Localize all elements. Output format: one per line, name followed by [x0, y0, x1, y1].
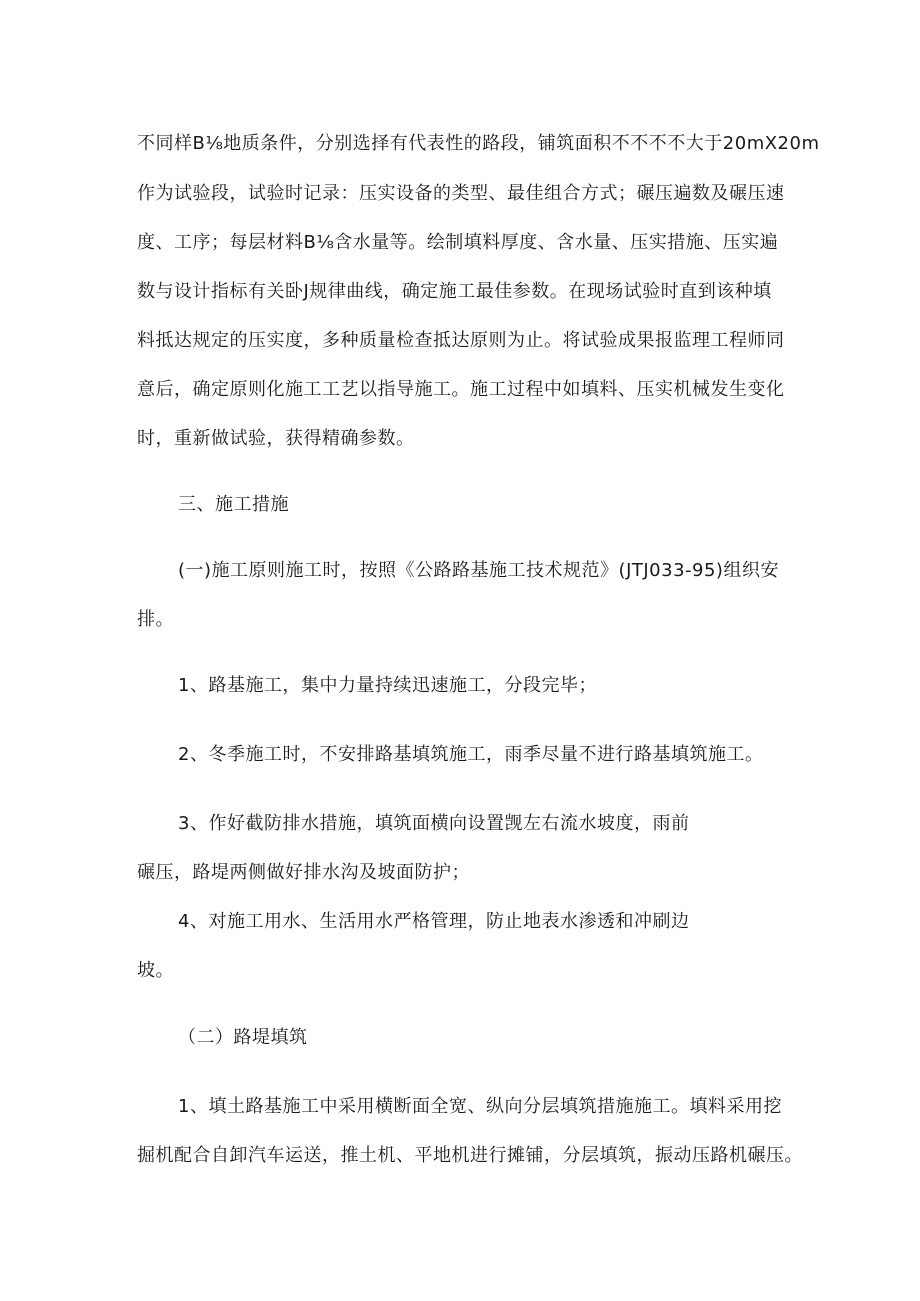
subsection-one-heading-line-2: 排。	[137, 609, 174, 630]
subsection-one-item-3-line-2: 碾压，路堤两侧做好排水沟及坡面防护；	[137, 862, 470, 883]
subsection-one-item-4-line-2: 坡。	[137, 960, 174, 981]
intro-line-6: 意后，确定原则化施工工艺以指导施工。施工过程中如填料、压实机械发生变化	[137, 379, 785, 400]
subsection-one-item-3-line-1: 3、作好截防排水措施，填筑面横向设置觊左右流水坡度，雨前	[178, 813, 690, 834]
subsection-one-item-4-line-1: 4、对施工用水、生活用水严格管理，防止地表水渗透和冲刷边	[178, 911, 690, 932]
intro-line-7: 时，重新做试验，获得精确参数。	[137, 428, 415, 449]
intro-line-2: 作为试验段，试验时记录：压实设备的类型、最佳组合方式；碾压遍数及碾压速	[137, 183, 785, 204]
section-three-heading: 三、施工措施	[178, 494, 289, 515]
intro-line-3: 度、工序；每层材料B⅛含水量等。绘制填料厚度、含水量、压实措施、压实遍	[137, 232, 779, 253]
subsection-two-heading: （二）路堤填筑	[178, 1027, 308, 1048]
subsection-one-item-2: 2、冬季施工时，不安排路基填筑施工，雨季尽量不进行路基填筑施工。	[178, 744, 764, 765]
intro-line-5: 料抵达规定的压实度，多种质量检查抵达原则为止。将试验成果报监理工程师同	[137, 330, 785, 351]
subsection-two-item-1-line-2: 掘机配合自卸汽车运送，推土机、平地机进行摊铺，分层填筑，振动压路机碾压。	[137, 1145, 803, 1166]
subsection-one-heading-line-1: (一)施工原则施工时，按照《公路路基施工技术规范》(JTJ033-95)组织安	[178, 560, 779, 581]
intro-line-4: 数与设计指标有关卧J规律曲线，确定施工最佳参数。在现场试验时直到该种填	[137, 281, 772, 302]
subsection-one-item-1: 1、路基施工，集中力量持续迅速施工，分段完毕；	[178, 675, 597, 696]
intro-line-1: 不同样B⅛地质条件，分别选择有代表性的路段，铺筑面积不不不不大于20mX20m	[137, 133, 820, 154]
subsection-two-item-1-line-1: 1、填土路基施工中采用横断面全宽、纵向分层填筑措施施工。填料采用挖	[178, 1096, 782, 1117]
